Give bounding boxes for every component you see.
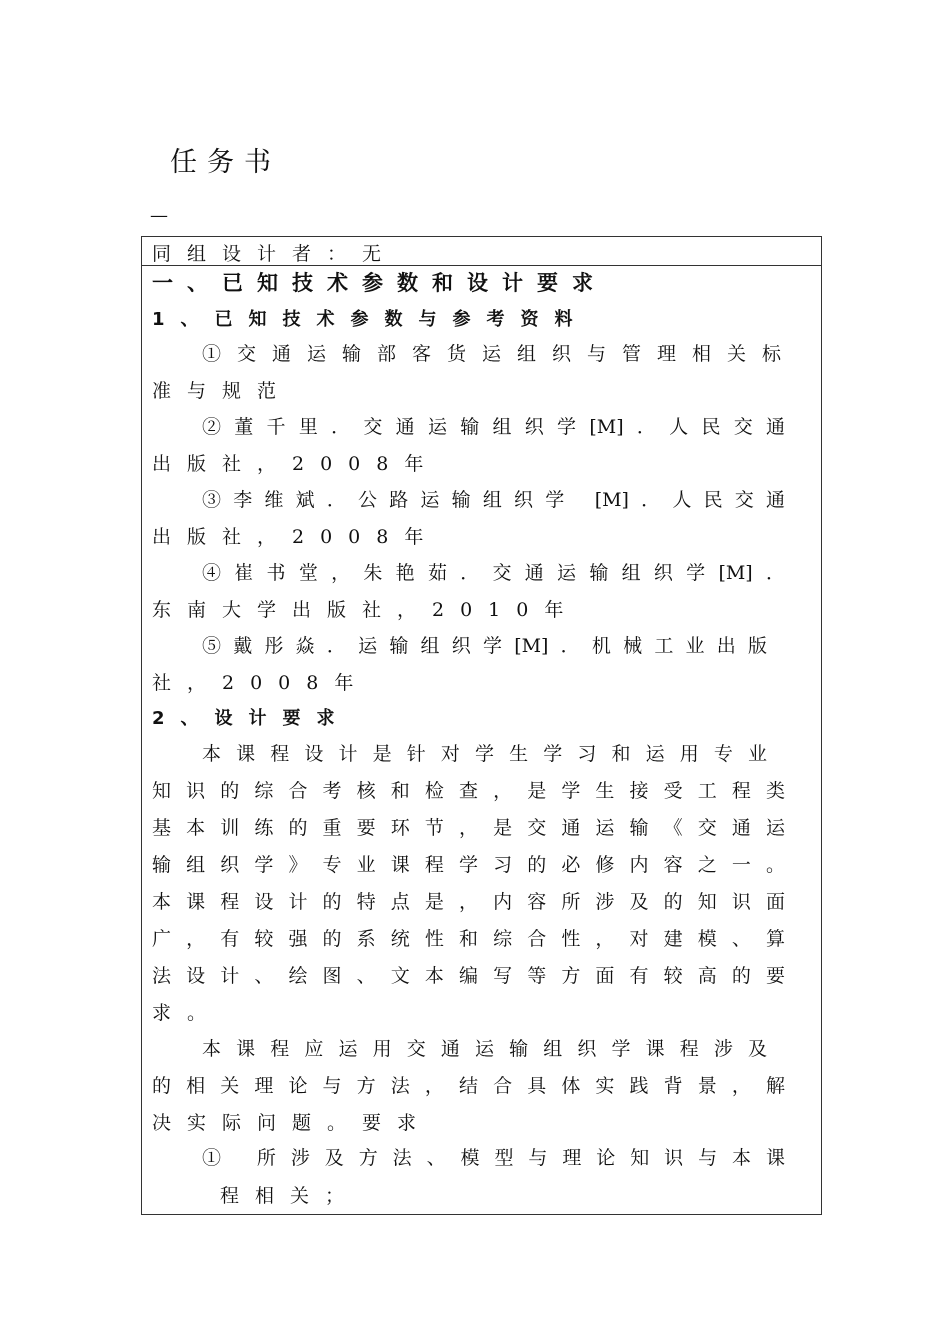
reference-item-cont: 准与规范 <box>152 380 293 402</box>
reference-item: ③李维斌．公路运输组织学 [M]．人民交通 <box>202 489 785 511</box>
task-table <box>141 236 822 1215</box>
reference-item-cont: 社，2008年 <box>152 672 370 694</box>
dash-mark: — <box>150 205 168 226</box>
paragraph-line: 基本训练的重要环节，是交通运输《交通运 <box>152 817 785 839</box>
paragraph-line: 本课程设计的特点是，内容所涉及的知识面 <box>152 891 785 913</box>
page-title: 任务书 <box>170 147 281 178</box>
requirement-item: ① 所涉及方法、模型与理论知识与本课 <box>202 1147 785 1169</box>
section-heading: 一、已知技术参数和设计要求 <box>152 271 607 295</box>
reference-item-cont: 出版社，2008年 <box>152 453 440 475</box>
subheading-requirements: 2、设计要求 <box>152 708 351 729</box>
table-divider <box>142 265 821 266</box>
reference-item: ①交通运输部客货运组织与管理相关标 <box>202 343 798 365</box>
requirement-item-cont: 程相关； <box>220 1185 361 1207</box>
subheading-references: 1、已知技术参数与参考资料 <box>152 309 589 330</box>
reference-item: ④崔书堂，朱艳茹．交通运输组织学[M]． <box>202 562 785 584</box>
paragraph-line: 法设计、绘图、文本编写等方面有较高的要 <box>152 965 785 987</box>
paragraph-line: 本课程设计是针对学生学习和运用专业 <box>202 743 767 765</box>
reference-item: ②董千里．交通运输组织学[M]．人民交通 <box>202 416 785 438</box>
paragraph-line: 知识的综合考核和检查，是学生接受工程类 <box>152 780 785 802</box>
paragraph-line: 本课程应运用交通运输组织学课程涉及 <box>202 1038 767 1060</box>
reference-item-cont: 东南大学出版社，2010年 <box>152 599 580 621</box>
paragraph-line: 的相关理论与方法，结合具体实践背景，解 <box>152 1075 785 1097</box>
reference-item-cont: 出版社，2008年 <box>152 526 440 548</box>
paragraph-line: 决实际问题。要求 <box>152 1112 433 1134</box>
partner-line: 同组设计者：无 <box>152 243 398 265</box>
paragraph-line: 输组织学》专业课程学习的必修内容之一。 <box>152 854 785 876</box>
paragraph-line: 求。 <box>152 1002 223 1024</box>
paragraph-line: 广，有较强的系统性和综合性，对建模、算 <box>152 928 785 950</box>
reference-item: ⑤戴彤焱．运输组织学[M]．机械工业出版 <box>202 635 767 657</box>
